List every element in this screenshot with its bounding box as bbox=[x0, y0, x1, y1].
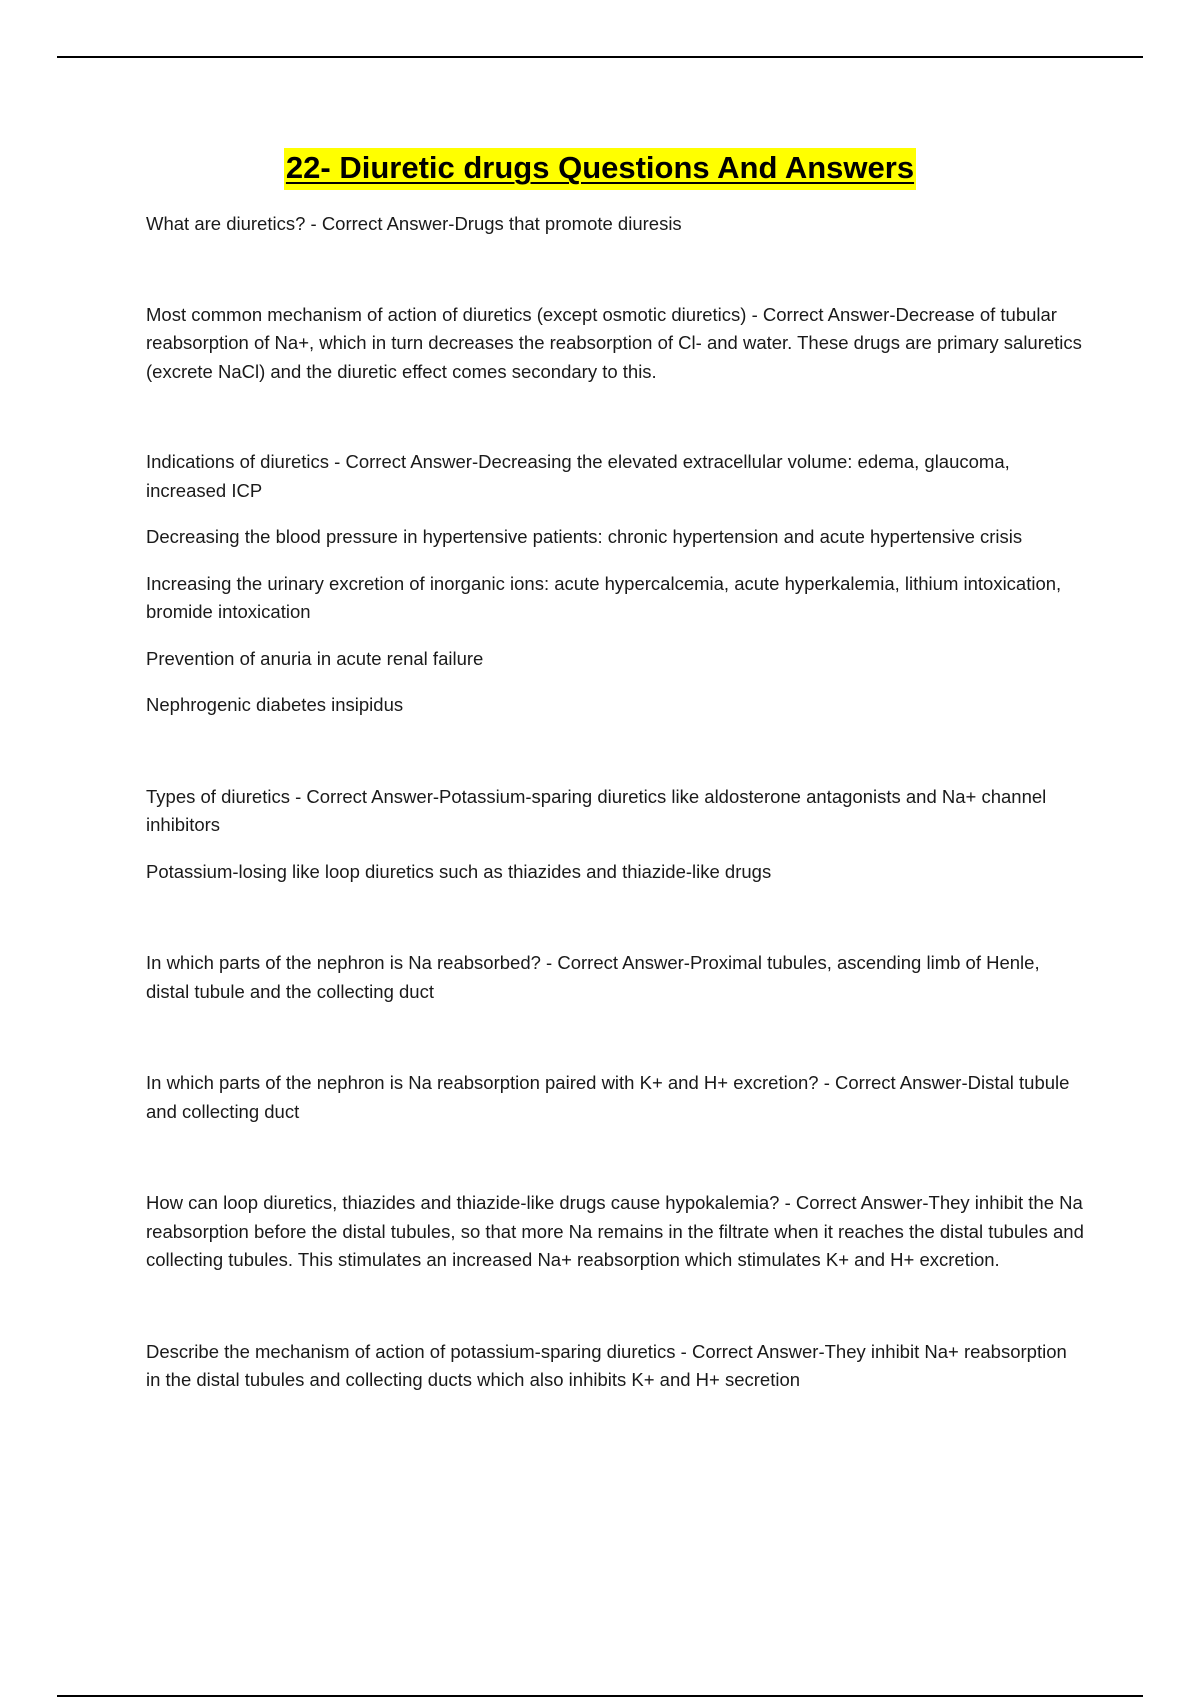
qa-item bbox=[146, 949, 1086, 1006]
question-text: In which parts of the nephron is Na reabsorption paired with K+ and H+ excretion? bbox=[146, 1072, 819, 1093]
answer-text: Distal tubule and collecting duct bbox=[146, 1072, 1070, 1122]
qa-item bbox=[146, 1189, 1086, 1275]
qa-list bbox=[146, 210, 1086, 1395]
answer-separator: - Correct Answer- bbox=[289, 785, 440, 807]
question-text: In which parts of the nephron is Na reabsorbed? bbox=[146, 952, 541, 973]
document-title: 22- Diuretic drugs Questions And Answers bbox=[284, 148, 916, 190]
answer-separator: - Correct Answer- bbox=[305, 213, 455, 234]
answer-separator: - Correct Answer- bbox=[779, 1192, 929, 1213]
answer-continuation: Decreasing the blood pressure in hypertensive patients: chronic hypertension and acute hypertensive crisis bbox=[146, 526, 1023, 547]
question-text: Types of diuretics bbox=[146, 785, 290, 807]
answer-continuation: Prevention of anuria in acute renal failure bbox=[146, 647, 484, 669]
answer-separator: - Correct Answer- bbox=[818, 1072, 968, 1093]
qa-item bbox=[146, 301, 1086, 387]
answer-separator: - Correct Answer- bbox=[329, 451, 479, 472]
answer-text: Potassium-sparing diuretics like aldosterone antagonists and Na+ channel inhibitors bbox=[146, 785, 1047, 835]
qa-item bbox=[146, 1069, 1086, 1126]
qa-item bbox=[146, 783, 1086, 840]
answer-text: Decreasing the elevated extracellular volume: edema, glaucoma, increased ICP bbox=[146, 451, 1010, 501]
answer-text: They inhibit Na+ reabsorption in the distal tubules and collecting ducts which also inhibits K+ and H+ secretion bbox=[146, 1340, 1067, 1390]
answer-text: Decrease of tubular reabsorption of Na+, which in turn decreases the reabsorption of Cl- and water. These drugs are primary saluretics (excrete NaCl) and the diuretic effect comes secondary to this. bbox=[146, 303, 1082, 382]
answer-separator: - Correct Answer- bbox=[675, 1340, 825, 1362]
answer-continuation: Increasing the urinary excretion of inorganic ions: acute hypercalcemia, acute hyperkalemia, lithium intoxication, bromide intoxication bbox=[146, 572, 1062, 622]
top-rule bbox=[57, 56, 1143, 58]
question-text: What are diuretics? bbox=[146, 213, 306, 234]
question-text: Indications of diuretics bbox=[146, 451, 330, 472]
answer-text: Proximal tubules, ascending limb of Henle, distal tubule and the collecting duct bbox=[146, 952, 1040, 1002]
question-text: How can loop diuretics, thiazides and thiazide-like drugs cause hypokalemia? bbox=[146, 1192, 780, 1213]
qa-item bbox=[146, 448, 1086, 505]
question-text: Most common mechanism of action of diuretics (except osmotic diuretics) bbox=[146, 303, 747, 325]
qa-item bbox=[146, 210, 1086, 239]
answer-text: Drugs that promote diuresis bbox=[454, 213, 682, 234]
question-text: Describe the mechanism of action of potassium-sparing diuretics bbox=[146, 1340, 676, 1362]
title-container bbox=[0, 148, 1200, 190]
answer-separator: - Correct Answer- bbox=[540, 952, 690, 973]
qa-item bbox=[146, 1338, 1086, 1395]
answer-continuation: Nephrogenic diabetes insipidus bbox=[146, 694, 404, 715]
answer-text: They inhibit the Na reabsorption before the distal tubules, so that more Na remains in the filtrate when it reaches the distal tubules and collecting tubules. This stimulates an increased Na+ reabsorption which stimulates K+ and H+ excretion. bbox=[146, 1192, 1084, 1270]
bottom-rule bbox=[57, 1695, 1143, 1697]
answer-separator: - Correct Answer- bbox=[746, 303, 896, 325]
answer-continuation: Potassium-losing like loop diuretics such as thiazides and thiazide-like drugs bbox=[146, 860, 772, 882]
